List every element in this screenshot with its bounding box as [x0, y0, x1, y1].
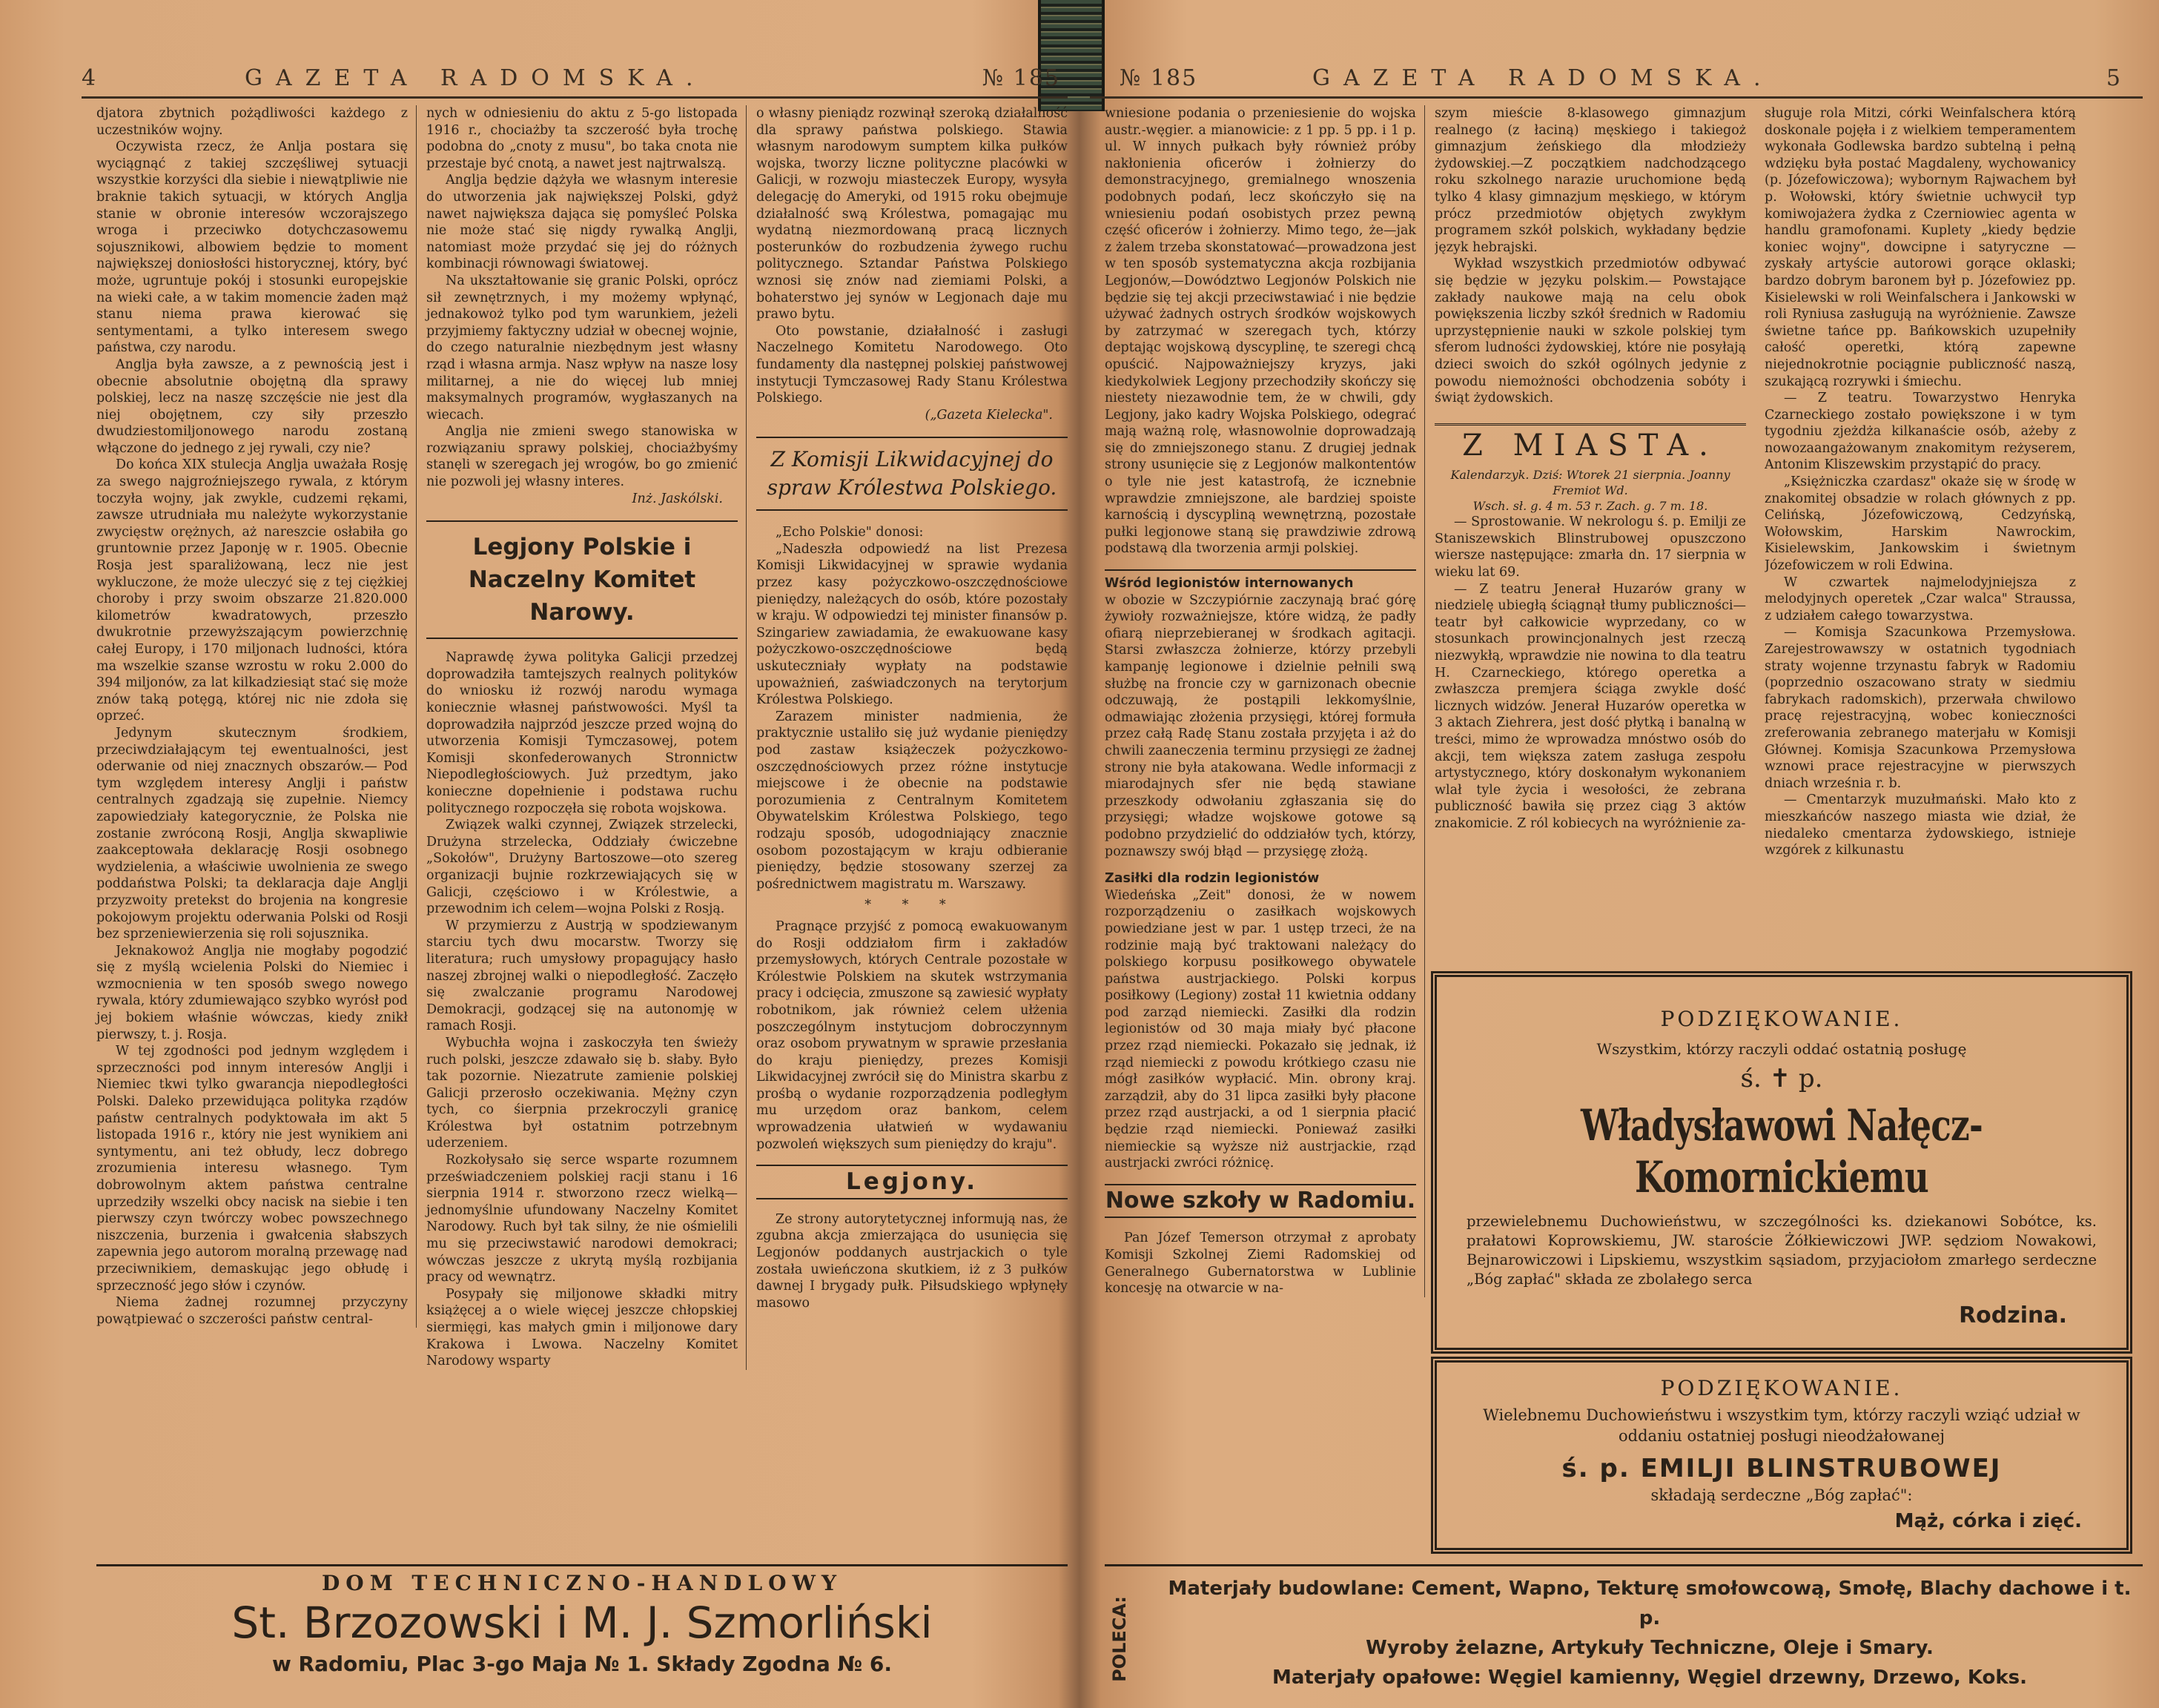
- paragraph: Oczywista rzecz, że Anlja postara się wyciągnąć z takiej szczęśliwej sytuacji wszystkie korzyści dla siebie i niewątpliwie nie braknie takich sytuacji, w których Anglja stanie w obronie interesów wczorajszego wroga i przeciwko dotychczasowemu sojusznikowi, albowiem będzie to moment największej doniosłości historycznej, który, być może, ugruntuje pokój i stosunki europejskie na wieki całe, a w takim momencie żaden mąż stanu niema prawa kierować się sentymentami, a tylko interesem swego państwa, czy narodu.: [96, 139, 408, 356]
- notice-body: Wielebnemu Duchowieństwu i wszystkim tym, którzy raczyli wziąć udział w oddaniu ostatniej posługi nieodżałowanej: [1483, 1406, 2080, 1445]
- paragraph: sługuje rola Mitzi, córki Weinfalschera którą doskonale pojęła i z wielkiem temperamentem wykonała Godlewska bardzo subtelną i pełną wdzięku była postać Magdaleny, wychowanicy (p. Józefowiczowa); wybornym Rajwachem był p. Wołowski, który świetnie uchwycił typ komiwojażera żydka z Czerniowiec agenta w handlu gramofonami. Kuplety „kiedy będzie koniec wojny", dowcipne i satyryczne — zyskały artyście autorowi gorące oklaski; bardzo dobrym baronem był p. Józefowiez pp. Kisielewski w roli Weinfalschera i Jankowski w roli Ryniusa zasługują na wyróżnienie. Zawsze świetne tańce pp. Bańkowskich uzupełniły całość operetki, którą zapewne niejednokrotnie pociągnie publiczność naszą, szukającą rozrywki i śmiechu.: [1765, 106, 2076, 389]
- notice-body: przewielebnemu Duchowieństwu, w szczególności ks. dziekanowi Sobótce, ks. prałatowi Koprowskiemu, JW. staroście Żółkiewiczowi JWP. sędziom Nowakowi, Bejnarowiczowi i Lipskiemu, wszystkim sąsiadom, przyjaciołom zmarłego serdeczne „Bóg zapłać" składa ze zbolałego serca: [1467, 1213, 2097, 1288]
- left-running-head: [82, 65, 1068, 95]
- notice-deceased-name: Władysławowi Nałęcz-Komornickiemu: [1581, 1100, 1983, 1202]
- right-page-number: 5: [2106, 65, 2120, 91]
- paragraph: „Księżniczka czardasz" okaże się w środę w znakomitej obsadzie w rolach głównych z pp. Celińską, Józefowiczową, Cedzyńską, Wołowskim, Harskim Nawrockim, Kisielewskim, Jankowskim i świetnym Józefowiczem w roli Edwina.: [1765, 474, 2076, 574]
- paragraph: „Echo Polskie" donosi:: [776, 525, 924, 540]
- advertisement-materials: [1105, 1564, 2143, 1692]
- notice-title: PODZIĘKOWANIE.: [1660, 1376, 1903, 1400]
- paragraph: Do końca XIX stulecja Anglja uważała Rosję za swego najgroźniejszego rywala, z którym toczyła wojny, jak zwykle, cudzemi rękami, zawsze utrudniała mu należyte wykorzystanie zwycięstw orężnych, aż nareszcie osłabiła go gruntownie przez Japonję w r. 1905. Obecnie Rosja jest sparaliżowaną, lecz nie jest wykluczone, że może uleczyć się z tej ciężkiej choroby i przy swoim obszarze 21.820.000 kilometrów kwadratowych, przeszło dwukrotnie przewyższającym powierzchnię całej Europy, i 170 miljonach ludności, która ma wszelkie szanse wzrostu w roku 2.000 do 394 miljonów, za lat kilkadziesiąt stać się może znów taką potęgą, której nic nie zdoła się oprzeć.: [96, 457, 408, 724]
- paragraph: Pragnące przyjść z pomocą ewakuowanym do Rosji oddziałom firm i zakładów przemysłowych, których Centrale pozostałe w Królestwie Polskiem na skutek wstrzymania pracy i odcięcia, zmuszone są zawiesić wypłaty robotnikom, jak również celem ułżenia poszczególnym instytucjom dobroczynnym oraz osobom prywatnym w sprawie przesłania do kraju pieniędzy, prezes Komisji Likwidacyjnej zwrócił się do Ministra skarbu z prośbą o wydanie rozporządzenia podległym mu urzędom oraz bankom, celem wprowadzenia ułatwień w wydawaniu pozwoleń większych sum pieniędzy do kraju".: [756, 918, 1068, 1152]
- column-rule: [416, 105, 417, 1328]
- notice-line: Wszystkim, którzy raczyli oddać ostatnią posługę: [1596, 1040, 1967, 1058]
- calendar-line-1: Kalendarzyk. Dziś: Wtorek 21 sierpnia. Joanny Fremiot Wd.: [1450, 468, 1730, 498]
- paragraph: Wykład wszystkich przedmiotów odbywać się będzie w języku polskim.— Powstające zakłady naukowe mają na celu obok powiększenia liczby szkół średnich w Radomiu uprzystępnienie nauki w szkole polskiej tym sferom ludności żydowskiej, które nie posyłają dzieci swoich do szkół ogólnych jedynie z powodu niemożności obchodzenia sobóty i świąt żydowskich.: [1435, 256, 1746, 406]
- paragraph: Na ukształtowanie się granic Polski, oprócz sił zewnętrznych, i my możemy wpłynąć, jednakowoż tylko pod tym warunkiem, jeżeli przyjmiemy faktyczny udział w obecnej wojnie, do czego naturalnie niezbędnym jest własny rząd i własna armja. Nasz wpływ na nasze losy militarnej, a nie do więcej lub mniej maksymalnych programów, wygłaszanych na wiecach.: [426, 273, 738, 423]
- column-rule: [746, 105, 747, 1370]
- paragraph: Naprawdę żywa polityka Galicji przedzej doprowadziła tamtejszych realnych polityków do wniosku iż rozwój narodu wymaga koniecznie własnej państwowości. Myśl ta doprowadziła najprzód jeszcze przed wojną do utworzenia Komisji Tymczasowej, potem Komisji skonfederowanych Stronnictw Niepodległościowych. Już przedtym, jako konieczne dopełnienie i podstawa ruchu politycznego rozpoczęła się robota wojskowa.: [426, 650, 738, 816]
- column-rule: [1424, 105, 1425, 1297]
- paragraph: W czwartek najmelodyjniejsza z melodyjnych operetek „Czar walca" Straussa, z udziałem całego towarzystwa.: [1765, 575, 2076, 623]
- right-column-2: [1435, 105, 1746, 943]
- ad-line-1: DOM TECHNICZNO-HANDLOWY: [322, 1571, 842, 1595]
- paragraph: o własny pieniądz rozwinął szeroką działalność dla sprawy państwa polskiego. Stawia własnym narodowym sumptem kilka pułków wojska, tworzy liczne polityczne placówki w Galicji, w rozwoju miasteczek Europy, wysyła delegację do Ameryki, od 1915 roku obejmuje działalność swą Królestwa, pomagając mu wydatną niezmordowaną pracą licznych posterunków do rozbudzenia żywego ruchu politycznego. Sztandar Państwa Polskiego wznosi się znów nad ziemiami Polski, a bohaterstwo jej synów w Legjonach daje mu prawo bytu.: [756, 106, 1068, 322]
- paragraph: Anglja była zawsze, a z pewnością jest i obecnie absolutnie obojętną dla sprawy polskiej, lecz na naszę szczęście nie jest dla niej obojętnem, czy siły przeszło dwudziestomiljonowego narodu zostaną włączone do jednego z jej rywali, czy nie?: [96, 357, 408, 456]
- paragraph: szym mieście 8-klasowego gimnazjum realnego (z łaciną) męskiego i takiegoż gimnazjum żeńskiego dla młodzieży żydowskiej.—Z początkiem nadchodzącego roku szkolnego narazie uruchomione będą tylko 4 klasy gimnazjum męskiego, w którym prócz przedmiotów objętych zwykłym programem szkół polskich, wykładany będzie język hebrajski.: [1435, 106, 1746, 255]
- paragraph: Wybuchła wojna i zaskoczyła ten świeży ruch polski, jeszcze zdawało się b. słaby. Było tak pozornie. Niezatrute zamienie polskiej Galicji przerosło oczekiwania. Mężny czyn tych, co śierpnia przekroczyli granicę Królestwa był ostatnim potrzebnym uderzeniem.: [426, 1035, 738, 1151]
- separator-dots: * * *: [864, 898, 959, 913]
- paragraph: djatora zbytnich pożądliwości każdego z uczestników wojny.: [96, 106, 408, 138]
- left-page: [82, 52, 1068, 1690]
- right-column-1: [1105, 105, 1416, 1297]
- source-citation: („Gazeta Kielecka".: [925, 407, 1053, 423]
- notice-signature: Mąż, córka i zięć.: [1894, 1510, 2082, 1532]
- cross-icon: ś. ✝ p.: [1740, 1064, 1823, 1093]
- ad-line-1: Materjały budowlane: Cement, Wapno, Tekturę smołowcową, Smołę, Blachy dachowe i t. p.: [1168, 1578, 2132, 1629]
- paragraph: Jeknakowoż Anglja nie mogłaby pogodzić się z myślą wcielenia Polski do Niemiec i wzmocnienia w ten sposób swego nowego rywala, który zdumiewająco szybko wyrósł pod jej bokiem właśnie wówczas, kiedy znikł pierwszy, t. j. Rosja.: [96, 943, 408, 1042]
- subhead-wsrod-text: Wśród legionistów internowanych: [1105, 576, 1354, 592]
- subhead-zasilki-text: Zasiłki dla rodzin legionistów: [1105, 871, 1320, 887]
- paragraph: Posypały się miljonowe składki mitry książęcej a o wiele więcej jeszcze chłopskiej siermięgi, kas małych gmin i miljonowe dary Krakowa i Lwowa. Naczelny Komitet Narodowy wsparty: [426, 1286, 738, 1369]
- left-page-number: 4: [82, 65, 96, 91]
- paragraph: wniesione podania o przeniesienie do wojska austr.-węgier. a mianowicie: z 1 pp. 5 pp. i 1 p. ul. W innych pułkach były również próby nakłonienia oficerów i żołnierzy do demonstracyjnego, gremialnego wnoszenia podobnych podań, lecz skończyło się na wniesieniu podań osobistych przez pewną część oficerów i żołnierzy. Mimo tego, że—jak z żalem trzeba skonstatować—prowadzona jest w ten sposób systematyczna akcja rozbijania Legjonów,—Dowództwo Legjonów Polskich nie będzie się tej akcji przeciwstawiać i nie będzie używać żadnych ostrych środków wojskowych by zatrzymać w szeregach tych, którzy deptając wojskową dyscyplinę, te szeregi chcą opuścić. Najpoważniejszy kryzys, jaki kiedykolwiek Legjony przechodziły skończy się niestety niezawodnie tem, że w chwili, gdy Legjony, jako kadry Wojska Polskiego, odegrać mają ważną rolę, własnowolnie doprowadzają się do zmniejszonego stanu. Z drugiej jednak strony usunięcie się z Legjonów malkontentów o tyle nie jest katastrofą, że icznebnie wprawdzie zmniejszone, ale bardziej spoiste karnością i dyscypliną wewnętrzną, pozostałe pułki legjonowe staną się prawdziwie zdrową podstawą dla tworzenia armji polskiej.: [1105, 106, 1416, 557]
- left-issue-number: № 185: [982, 65, 1060, 91]
- paragraph: W przymierzu z Austrją w spodziewanym starciu tych dwu mocarstw. Tworzy się literatura; ruch umysłowy propagujący hasło naszej zbrojnej walki o niepodległość. Zaczęło się zwalczanie programu Narodowej Demokracji, godzącej się na autonomję w ramach Rosji.: [426, 918, 738, 1034]
- paragraph: — Cmentarzyk muzułmański. Mało kto z mieszkańców naszego miasta wie dział, że niedaleko cmentarza żydowskiego, istnieje wzgórek z kilkunastu: [1765, 792, 2076, 858]
- right-issue-number: № 185: [1120, 65, 1198, 91]
- paragraph: Związek walki czynnej, Związek strzelecki, Drużyna strzelecka, Oddziały ćwiczebne „Sokołów", Drużyny Bartoszowe—oto szereg organizacji bujnie rozkrzewiających się w Galicji, częściowo i w Królestwie, a przewodnim ich celem—wojna Polski z Rosją.: [426, 818, 738, 917]
- notice-title: PODZIĘKOWANIE.: [1660, 1007, 1903, 1031]
- paragraph: Zarazem minister nadmienia, że praktycznie ustaliło się już wydanie pieniędzy pod zastaw książeczek pożyczkowo-oszczędnościowych przez różne instytucje miejscowe i że obecnie na podstawie porozumienia z Centralnym Komitetem Obywatelskim Królestwa Polskiego, tego rodzaju sposób, udogodniający znacznie osobom pozostającym w kraju odbieranie pieniędzy, będzie stosowany szerzej za pośrednictwem magistratu m. Warszawy.: [756, 709, 1068, 892]
- subhead-zasilki: [1105, 870, 1416, 887]
- paragraph: Anglja będzie dążyła we własnym interesie do utworzenia jak największej Polski, gdyż nawet największa dająca się pomyśleć Polska nie może stać się nigdy rywalką Anglji, natomiast może przydać się jej do różnych kombinacji równowagi światowej.: [426, 173, 738, 272]
- paragraph: w obozie w Szczypiórnie zaczynają brać górę żywioły rozważniejsze, które widzą, że padły ofiarą nieprzebieranej w środkach agitacji. Starsi zwłaszcza żołnierze, którzy przebyli kampanję legionowe i dzielnie pełnili swą służbę na froncie czy w garnizonach obecnie odczuwają, że postąpili lekkomyślnie, odmawiając złożenia przysięgi, której formuła przez całą Radę Stanu została przyjęta i aż do chwili zaaneczenia terminu przysięgi ze żadnej strony nie była atakowana. Wedle informacji z miarodajnych sfer nie będą stawiane przeszkody odwołaniu zgłaszania się do przysięgi; władze wojskowe gotowe są podobno przydzielić do oddziałów tych, którzy, poznawszy swój błąd — przysięgę złożą.: [1105, 592, 1416, 859]
- paragraph: Niema żadnej rozumnej przyczyny powątpiewać o szczerości państw central-: [96, 1295, 408, 1327]
- paragraph: „Nadeszła odpowiedź na list Prezesa Komisji Likwidacyjnej w sprawie wydania przez kasy pożyczkowo-oszczędnościowe pieniędzy, należących do osób, które pozostały w kraju. W odpowiedzi tej minister finansów p. Szingariew zawiadamia, że ewakuowane kasy pożyczkowo-oszczędnościowe będą uskuteczniały wypłaty na podstawie upoważnień, zaświadczonych na terytorjum Królestwa Polskiego.: [756, 541, 1068, 708]
- paragraph: — Z teatru. Towarzystwo Henryka Czarneckiego zostało powiększone i w tym tygodniu zjeżdża kilkanaście osób, ażeby z nowozaangażowanym znakomitym reżyserem, Antonim Kliszewskim przystąpić do pracy.: [1765, 391, 2076, 473]
- paragraph: Ze strony autorytetycznej informują nas, że zgubna akcja zmierzająca do usunięcia się Legjonów poddanych austrjackich o tyle została uwieńczona skutkiem, iż z 3 pułków dawnej I brygady pułk. Piłsudskiego wpłynęły masowo: [756, 1211, 1068, 1311]
- headline-komisja: Z Komisji Likwidacyjnej do spraw Królestwa Polskiego.: [756, 437, 1068, 511]
- paragraph: — Sprostowanie. W nekrologu ś. p. Emilji ze Staniszewskich Blinstrubowej opuszczono wiersze następujące: zmarła dn. 17 sierpnia w wieku lat 69.: [1435, 514, 1746, 580]
- ad-side-label: POLECA:: [1109, 1596, 1130, 1682]
- ad-lines: [1157, 1574, 2143, 1692]
- head-rule: [82, 96, 1068, 99]
- right-running-title: GAZETA RADOMSKA.: [1312, 65, 1774, 91]
- headline-legjony-polskie: Legjony Polskie i Naczelny Komitet Narowy.: [426, 520, 738, 639]
- paragraph: W tej zgodności pod jednym względem i sprzeczności pod innym interesów Anglji i Niemiec tkwi tylko gwarancja niepodległości Polski. Daleko przewidująca polityka rządów państw centralnych podyktowała im akt 5 listopada 1916 r., który nie jest wynikiem ani syntymentu, ani też obłudy, lecz dobrego zrozumienia interesu własnego. Tym dobrowolnym aktem państwa centralne uprzedziły wszelki obcy nacisk na siebie i ten pierwszy czyn twórczy wobec powszechnego niszczenia, burzenia i gwałcenia słabszych zapewnia jego autorom moralną przewagę nad przeciwnikiem, demaskując jego obłudę i sprzeczność jego słów i czynów.: [96, 1044, 408, 1294]
- paragraph: — Komisja Szacunkowa Przemysłowa. Zarejestrowawszy w ostatnich tygodniach straty wojenne trzynastu fabryk w Radomiu (poprzednio oszacowano straty w siedmiu fabrykach radomskich), przerwała chwilowo pracę rejestracyjną, wobec konieczności zreferowania zebranego materjału w Komisji Głównej. Komisja Szacunkowa Przemysłowa wznowi prace rejestracyjne w pierwszych dniach września r. b.: [1765, 625, 2076, 791]
- ad-line-2: St. Brzozowski i M. J. Szmorliński: [231, 1598, 933, 1648]
- headline-nowe-szkoly: Nowe szkoły w Radomiu.: [1105, 1184, 1416, 1219]
- paragraph: Jedynym skutecznym środkiem, przeciwdziałającym tej ewentualności, jest oderwanie od niej znacznych obszarów.— Pod tym względem interesy Anglji i państw centralnych zgadzają się zupełnie. Niemcy zapowiedziały kategorycznie, że Polska nie zostanie zwróconą Rosji, Anglja skwapliwie zaakceptowała deklarację Rosji osobnego wydzielenia, a właściwie uwolnienia ze swego poddaństwa Polski; ta deklaracja daje Anglji przyzwoity pretekst do brojenia na kongresie pokojowym projektu oderwania Polski od Rosji bez sprzeniewierzenia się roli sojusznika.: [96, 725, 408, 942]
- thank-you-notice-komornicki: [1431, 971, 2132, 1354]
- author-signature: Inż. Jaskólski.: [632, 491, 723, 506]
- section-z-miasta: Z MIASTA.: [1435, 423, 1746, 454]
- paragraph: Anglja nie zmieni swego stanowiska w rozwiązaniu sprawy polskiej, chociażbyśmy stanęli w szeregach jej wrogów, bo go zmienić nie pozwoli jej własny interes.: [426, 424, 738, 490]
- right-running-head: [1090, 65, 2143, 95]
- paragraph: nych w odniesieniu do aktu z 5-go listopada 1916 r., chociażby ta szczerość była trochę podobna do „cnoty z musu", bo taka cnota nie przestaje być cnotą, a nawet jest najtrwalszą.: [426, 106, 738, 171]
- subhead-wsrod: [1105, 569, 1416, 592]
- paragraph: Wiedeńska „Zeit" donosi, że w nowem rozporządzeniu o zasiłkach wojskowych powiedziane jest w par. 1 ustęp trzeci, że na rodzinie mają być traktowani należący do polskiego korpusu posiłkowego obywatele państwa austrjackiego. Polski korpus posiłkowy (Legiony) został 11 kwietnia oddany pod zarząd niemiecki. Zasiłki dla rodzin legionistów od 30 maja miały być płacone przez rząd niemiecki. Pokazało się jednak, iż rząd niemiecki z powodu krótkiego czasu nie mógł zasiłków wypłacić. Min. obrony kraj. zarządził, aby do 31 lipca zasiłki były płacone przez rząd austrjacki, a od 1 sierpnia płacić będzie rząd niemiecki. Poniewaź zasiłki niemieckie są wyższe niż austrjackie, rząd austrjacki zwróci różnicę.: [1105, 887, 1416, 1171]
- advertisement-dom-techniczny: [96, 1564, 1068, 1678]
- ad-line-3: Materjały opałowe: Węgiel kamienny, Węgiel drzewny, Drzewo, Koks.: [1272, 1666, 2028, 1689]
- right-page: [1090, 52, 2143, 1690]
- left-column-1: [96, 105, 408, 1328]
- notice-deceased-name: ś. p. EMILJI BLINSTRUBOWEJ: [1561, 1454, 2002, 1483]
- headline-legjony: Legjony.: [756, 1165, 1068, 1199]
- right-column-3: [1765, 105, 2076, 943]
- head-rule: [1090, 96, 2143, 99]
- paragraph: Pan Józef Temerson otrzymał z aprobaty Komisji Szkolnej Ziemi Radomskiej od Generalnego Gubernatorstwa w Lublinie koncesję na otwarcie w na-: [1105, 1231, 1416, 1297]
- ad-line-2: Wyroby żelazne, Artykuły Techniczne, Oleje i Smary.: [1366, 1637, 1934, 1659]
- left-column-3: [756, 105, 1068, 1311]
- paragraph: Rozkołysało się serce wsparte rozumnem przeświadczeniem polskiej racji stanu i 16 sierpnia 1914 r. stworzono rzecz wielką—jednomyślnie ufundowany Naczelny Komitet Narodowy. Ruch był tak silny, że nie ośmielili mu się przeciwstawić narodowi demokraci; wówczas jeszcze z ukrytą myślą rozbijania pracy od wewnątrz.: [426, 1153, 738, 1285]
- left-column-2: [426, 105, 738, 1370]
- calendar-line-2: Wsch. sł. g. 4 m. 53 r. Zach. g. 7 m. 18.: [1472, 499, 1708, 514]
- paragraph: — Z teatru Jenerał Huzarów grany w niedzielę ubiegłą ściągnął tłumy publiczności—teatr był całkowicie wyprzedany, co w stosunkach prowincjonalnych jest rzeczą niezwykłą, wprawdzie nie nowina to dla teatru H. Czarneckiego, którego operetka a zwłaszcza premjera ściąga zwykle dość licznych widzów. Jenerał Huzarów operetka w 3 aktach Ziehrera, jest dość płytką i banalną w treści, mimo że wprowadza mnóstwo osób do akcji, tem większa zatem zasługa zespołu artystycznego, który doskonałym wykonaniem wlał tyle życia i wesołości, że zebrana publiczność bawiła się przez ciąg 3 aktów znakomicie. Z ról kobiecych na wyróżnienie za-: [1435, 581, 1746, 831]
- notice-signature: Rodzina.: [1959, 1302, 2067, 1328]
- thank-you-notice-blinstrubowa: [1431, 1357, 2132, 1554]
- notice-thanks-line: składają serdeczne „Bóg zapłać":: [1650, 1486, 1913, 1504]
- ad-line-3: w Radomiu, Plac 3-go Maja № 1. Składy Zgodna № 6.: [271, 1652, 893, 1676]
- paragraph: Oto powstanie, działalność i zasługi Naczelnego Komitetu Narodowego. Oto fundamenty dla następnej polskiej państwowej instytucji Tymczasowej Rady Stanu Królestwa Polskiego.: [756, 323, 1068, 406]
- left-running-title: GAZETA RADOMSKA.: [245, 65, 707, 91]
